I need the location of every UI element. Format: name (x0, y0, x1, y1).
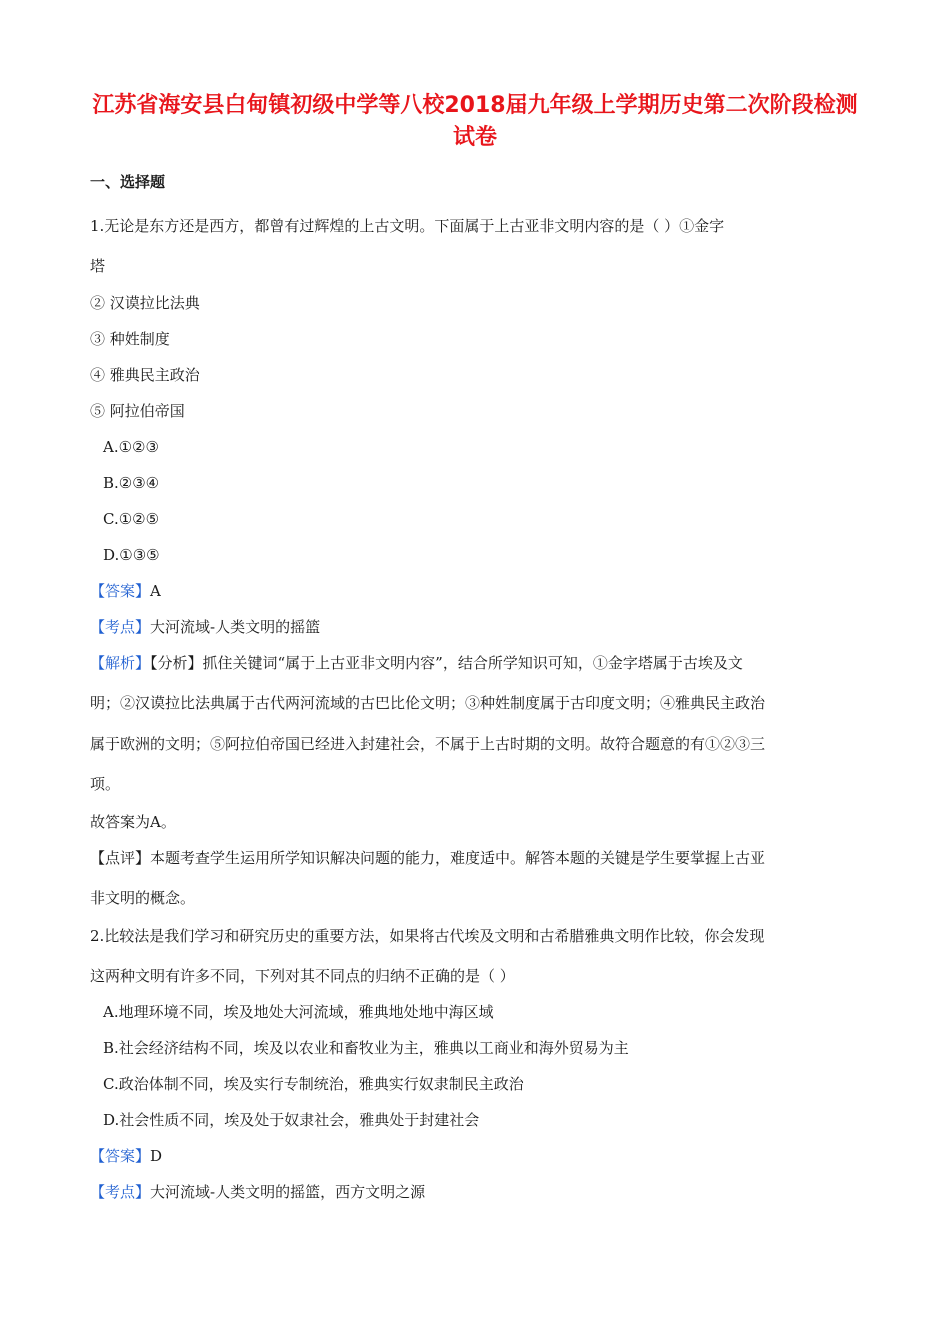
q2-option-a: A.地理环境不同，埃及地处大河流域，雅典地处地中海区域 (103, 1003, 494, 1021)
answer-tag: 【答案】 (90, 582, 151, 600)
answer-value: D (150, 1147, 163, 1165)
q2-answer (90, 1146, 162, 1166)
kaodian-value: 大河流域-人类文明的摇篮 (150, 618, 321, 636)
jiexi-tag: 【解析】 (90, 654, 151, 672)
answer-value: A (150, 582, 161, 600)
q1-jiexi-line-4: 项。 (90, 775, 121, 793)
kaodian-tag: 【考点】 (90, 1183, 151, 1201)
q1-jiexi-line-1 (90, 653, 743, 673)
q1-option-d: D.①③⑤ (103, 546, 160, 564)
answer-tag: 【答案】 (90, 1147, 151, 1165)
kaodian-tag: 【考点】 (90, 618, 151, 636)
q2-option-c: C.政治体制不同，埃及实行专制统治，雅典实行奴隶制民主政治 (103, 1075, 524, 1093)
q1-item: ② 汉谟拉比法典 (90, 294, 200, 312)
q1-option-a: A.①②③ (103, 438, 159, 456)
q1-answer (90, 581, 161, 601)
q1-dianping-line-1: 【点评】本题考查学生运用所学知识解决问题的能力，难度适中。解答本题的关键是学生要掌握上古亚 (90, 849, 766, 867)
kaodian-value: 大河流域-人类文明的摇篮，西方文明之源 (150, 1183, 426, 1201)
q1-item: ④ 雅典民主政治 (90, 366, 200, 384)
q2-stem-line-2: 这两种文明有许多不同，下列对其不同点的归纳不正确的是（ ） (90, 967, 515, 985)
title-line-2: 试卷 (452, 125, 497, 150)
q2-stem-line-1: 2.比较法是我们学习和研究历史的重要方法，如果将古代埃及文明和古希腊雅典文明作比较，你会发现 (90, 927, 765, 945)
q2-option-b: B.社会经济结构不同，埃及以农业和畜牧业为主，雅典以工商业和海外贸易为主 (103, 1039, 629, 1057)
q1-option-c: C.①②⑤ (103, 510, 160, 528)
q2-kaodian (90, 1182, 425, 1202)
title-line-1: 江苏省海安县白甸镇初级中学等八校2018届九年级上学期历史第二次阶段检测 (92, 93, 858, 118)
q1-dianping-line-2: 非文明的概念。 (90, 889, 196, 907)
q1-stem-line-2: 塔 (90, 257, 106, 275)
q1-conclusion: 故答案为A。 (90, 813, 176, 831)
q1-option-b: B.②③④ (103, 474, 160, 492)
q2-option-d: D.社会性质不同，埃及处于奴隶社会，雅典处于封建社会 (103, 1111, 480, 1129)
q1-stem-line-1: 1.无论是东方还是西方，都曾有过辉煌的上古文明。下面属于上古亚非文明内容的是（ ）①金字 (90, 217, 725, 235)
document-title (80, 90, 870, 154)
q1-jiexi-line-2: 明；②汉谟拉比法典属于古代两河流域的古巴比伦文明；③种姓制度属于古印度文明；④雅典民主政治 (90, 694, 766, 712)
q1-item: ③ 种姓制度 (90, 330, 170, 348)
jiexi-text: 【分析】抓住关键词“属于上古亚非文明内容”，结合所学知识可知，①金字塔属于古埃及文 (150, 654, 743, 672)
q1-kaodian (90, 617, 320, 637)
q1-jiexi-line-3: 属于欧洲的文明；⑤阿拉伯帝国已经进入封建社会，不属于上古时期的文明。故符合题意的有①②③三 (90, 735, 766, 753)
q1-item: ⑤ 阿拉伯帝国 (90, 402, 185, 420)
section-heading: 一、选择题 (90, 173, 166, 191)
